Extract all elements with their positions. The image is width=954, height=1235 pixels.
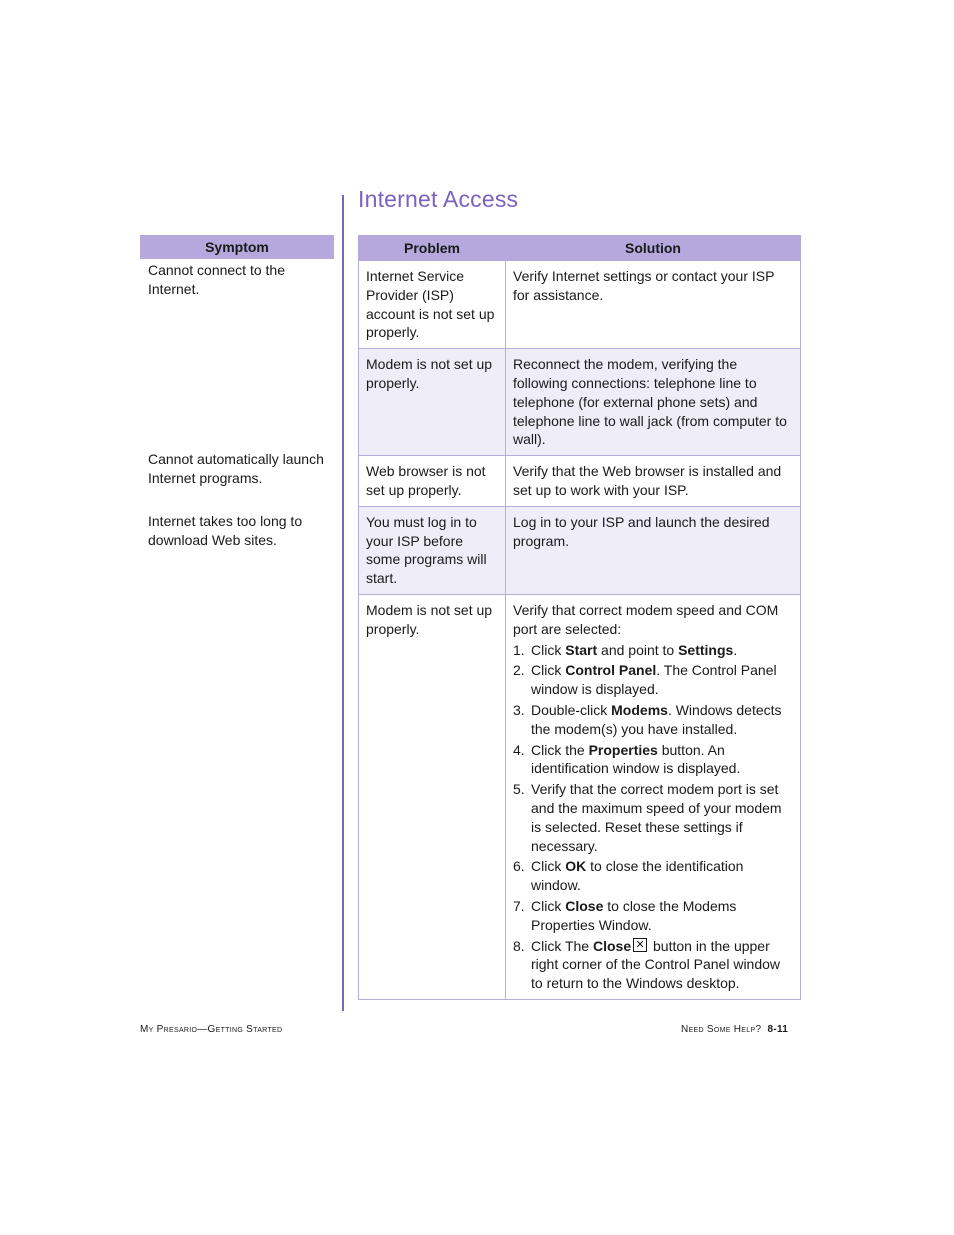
column-divider: [342, 195, 344, 1011]
step-text: . Windows detects the modem(s) you have installed.: [531, 701, 782, 737]
step-text: and point to: [597, 641, 679, 658]
step-bold: OK: [565, 858, 587, 875]
step-number: 8.: [513, 937, 525, 954]
step-text: button. An identification window is displayed.: [531, 741, 741, 777]
troubleshooting-table: [358, 235, 801, 1000]
step-text: to close the identification window.: [531, 858, 744, 894]
solution-cell: Verify Internet settings or contact your ISP for assistance.: [506, 261, 801, 349]
step-bold: Settings: [678, 641, 734, 658]
footer-book-title: My Presario—Getting Started: [140, 1024, 283, 1035]
step-number: 4.: [513, 741, 525, 758]
step-item: [513, 897, 793, 935]
close-x-icon: ✕: [633, 938, 647, 952]
solution-cell: Verify that the Web browser is installed and set up to work with your ISP.: [506, 456, 801, 507]
step-number: 7.: [513, 897, 525, 914]
step-text: Verify that the correct modem port is set and the maximum speed of your modem is selected. Reset these settings if necessary.: [531, 781, 782, 854]
problem-cell: Modem is not set up properly.: [359, 594, 506, 999]
problem-header: Problem: [359, 236, 506, 261]
table-row: [359, 349, 801, 456]
solution-cell: Reconnect the modem, verifying the following connections: telephone line to telephone (for external phone sets) and telephone line to wall jack (from computer to wall).: [506, 349, 801, 456]
step-bold: Close: [565, 897, 604, 914]
solution-header: Solution: [506, 236, 801, 261]
symptom-3: Internet takes too long to download Web sites.: [148, 513, 303, 548]
step-text: Click: [531, 858, 566, 875]
step-number: 1.: [513, 641, 525, 658]
step-text: . The Control Panel window is displayed.: [531, 662, 777, 698]
step-bold: Start: [565, 641, 598, 658]
symptom-1: Cannot connect to the Internet.: [148, 262, 285, 297]
symptom-2: Cannot automatically launch Internet programs.: [148, 451, 324, 486]
footer-section-title: Need Some Help?: [681, 1024, 762, 1035]
step-item: [513, 857, 793, 895]
problem-cell: You must log in to your ISP before some programs will start.: [359, 506, 506, 594]
table-row: [359, 456, 801, 507]
page-number: 8-11: [767, 1024, 789, 1035]
step-item: [513, 780, 793, 855]
problem-cell: Web browser is not set up properly.: [359, 456, 506, 507]
step-number: 3.: [513, 701, 525, 718]
step-text: Click: [531, 641, 566, 658]
step-text: button in the upper right corner of the Control Panel window to return to the Windows desktop.: [531, 937, 781, 992]
step-text: Click the: [531, 741, 589, 758]
table-row: [359, 506, 801, 594]
step-item: [513, 641, 793, 660]
step-number: 6.: [513, 858, 525, 875]
step-item: [513, 661, 793, 699]
step-text: Click: [531, 897, 566, 914]
solution-cell: Log in to your ISP and launch the desired program.: [506, 506, 801, 594]
problem-cell: Modem is not set up properly.: [359, 349, 506, 456]
step-bold: Control Panel: [565, 662, 657, 679]
step-number: 5.: [513, 781, 525, 798]
table-row: [359, 594, 801, 999]
step-bold: Modems: [611, 701, 668, 718]
step-number: 2.: [513, 662, 525, 679]
footer-section: [681, 1024, 788, 1035]
step-text: Double-click: [531, 701, 612, 718]
symptom-header: Symptom: [140, 235, 334, 259]
step-bold: Properties: [588, 741, 658, 758]
step-text: to close the Modems Properties Window.: [531, 897, 737, 933]
problem-cell: Internet Service Provider (ISP) account is not set up properly.: [359, 261, 506, 349]
page-title: Internet Access: [358, 186, 519, 212]
steps-list: [513, 641, 793, 993]
step-text: Click: [531, 662, 566, 679]
step-item: [513, 741, 793, 779]
step-item: [513, 937, 793, 993]
solution-intro: Verify that correct modem speed and COM port are selected:: [513, 601, 779, 637]
step-text: .: [733, 641, 738, 658]
step-text: Click The: [531, 937, 593, 954]
table-row: [359, 261, 801, 349]
solution-cell: [506, 594, 801, 999]
step-item: [513, 701, 793, 739]
step-bold: Close: [592, 937, 632, 954]
